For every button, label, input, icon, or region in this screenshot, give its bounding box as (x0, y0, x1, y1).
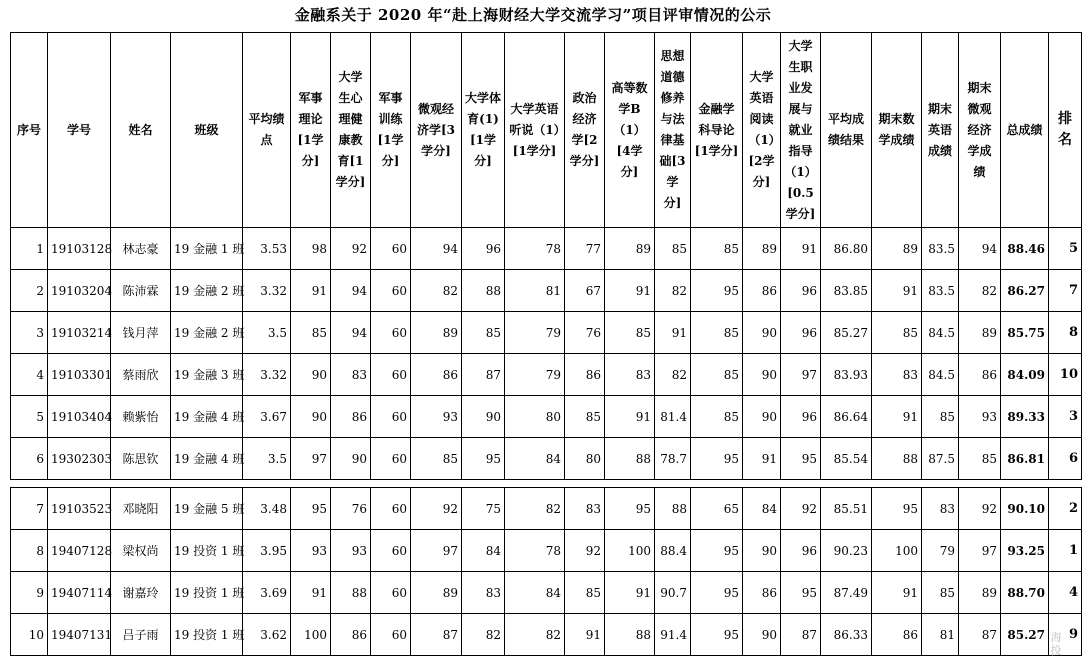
table-cell: 95 (605, 488, 655, 530)
table-cell: 95 (691, 572, 743, 614)
table-cell: 91.4 (655, 614, 691, 656)
table-cell: 81 (505, 270, 565, 312)
table-cell: 84 (462, 530, 505, 572)
table-cell: 钱月萍 (111, 312, 171, 354)
table-cell: 79 (922, 530, 959, 572)
table-cell: 9 (1049, 614, 1082, 656)
table-cell: 97 (781, 354, 821, 396)
table-cell: 79 (505, 354, 565, 396)
table-cell: 2 (1049, 488, 1082, 530)
table-cell: 84 (743, 488, 781, 530)
header-cell: 微观经济学[3学分] (411, 33, 462, 228)
table-cell: 90 (331, 438, 371, 480)
table-cell: 85.54 (821, 438, 872, 480)
table-cell: 85.51 (821, 488, 872, 530)
table-cell: 86 (331, 614, 371, 656)
table-cell: 19103301 (48, 354, 111, 396)
table-cell: 86 (743, 572, 781, 614)
table-cell: 85 (691, 312, 743, 354)
header-cell: 排名 (1049, 33, 1082, 228)
header-cell: 期末英语成绩 (922, 33, 959, 228)
header-cell: 大学体育(1)[1学分] (462, 33, 505, 228)
table-cell: 89 (411, 572, 462, 614)
table-cell: 19103128 (48, 228, 111, 270)
table-cell: 60 (371, 312, 411, 354)
table-cell: 60 (371, 354, 411, 396)
table-cell: 86.80 (821, 228, 872, 270)
table-cell: 93 (411, 396, 462, 438)
results-table-top (10, 32, 1082, 480)
table-cell: 6 (1049, 438, 1082, 480)
table-cell: 86.33 (821, 614, 872, 656)
table-cell: 95 (691, 530, 743, 572)
table-cell: 3.95 (243, 530, 291, 572)
table-row (11, 396, 1082, 438)
table-cell: 60 (371, 488, 411, 530)
table-cell: 94 (959, 228, 1001, 270)
watermark: 海投 (1050, 631, 1062, 657)
header-cell: 大学英语听说（1）[1学分] (505, 33, 565, 228)
table-cell: 4 (1049, 572, 1082, 614)
header-cell: 军事理论[1学分] (291, 33, 331, 228)
table-cell: 86.27 (1001, 270, 1049, 312)
table-cell: 86 (411, 354, 462, 396)
table-cell: 90 (743, 530, 781, 572)
table-cell: 85 (565, 572, 605, 614)
table-cell: 90 (743, 396, 781, 438)
header-cell: 大学生职业发展与就业指导（1）[0.5学分] (781, 33, 821, 228)
header-cell: 思想道德修养与法律基础[3学分] (655, 33, 691, 228)
table-cell: 82 (462, 614, 505, 656)
table-cell: 95 (872, 488, 922, 530)
table-cell: 90.23 (821, 530, 872, 572)
table-cell: 3 (1049, 396, 1082, 438)
table-cell: 3 (11, 312, 48, 354)
table-cell: 65 (691, 488, 743, 530)
table-cell: 9 (11, 572, 48, 614)
table-cell: 79 (505, 312, 565, 354)
table-cell: 85 (872, 312, 922, 354)
table-cell: 88.70 (1001, 572, 1049, 614)
header-cell: 金融学科导论[1学分] (691, 33, 743, 228)
table-cell: 97 (291, 438, 331, 480)
table-cell: 邓晓阳 (111, 488, 171, 530)
header-cell: 姓名 (111, 33, 171, 228)
table-cell: 82 (505, 488, 565, 530)
table-cell: 19 投资 1 班 (171, 572, 243, 614)
table-cell: 86.81 (1001, 438, 1049, 480)
table-cell: 60 (371, 270, 411, 312)
table-cell: 88 (331, 572, 371, 614)
table-cell: 60 (371, 438, 411, 480)
table-cell: 78 (505, 228, 565, 270)
table-row (11, 312, 1082, 354)
table-cell: 77 (565, 228, 605, 270)
header-cell: 期末微观经济学成绩 (959, 33, 1001, 228)
table-cell: 3.5 (243, 438, 291, 480)
table-cell: 96 (462, 228, 505, 270)
results-table-bottom (10, 487, 1082, 656)
header-cell: 期末数学成绩 (872, 33, 922, 228)
table-cell: 96 (781, 312, 821, 354)
table-cell: 88.4 (655, 530, 691, 572)
table-cell: 89 (743, 228, 781, 270)
page-title: 金融系关于 2020 年“赴上海财经大学交流学习”项目评审情况的公示 (294, 6, 772, 24)
table-cell: 86 (959, 354, 1001, 396)
table-gap (10, 480, 1059, 487)
table-cell: 84.09 (1001, 354, 1049, 396)
table-cell: 19 金融 1 班 (171, 228, 243, 270)
table-cell: 89 (959, 572, 1001, 614)
table-cell: 87 (781, 614, 821, 656)
table-cell: 91 (605, 396, 655, 438)
table-cell: 78.7 (655, 438, 691, 480)
table-cell: 91 (565, 614, 605, 656)
table-cell: 91 (872, 572, 922, 614)
header-cell: 高等数学B（1）[4学分] (605, 33, 655, 228)
table-cell: 19 金融 4 班 (171, 396, 243, 438)
table-cell: 95 (781, 438, 821, 480)
table-cell: 83 (331, 354, 371, 396)
table-cell: 3.62 (243, 614, 291, 656)
table-cell: 84 (505, 438, 565, 480)
table-cell: 96 (781, 396, 821, 438)
table-cell: 87 (462, 354, 505, 396)
table-cell: 86.64 (821, 396, 872, 438)
table-cell: 19407128 (48, 530, 111, 572)
table-cell: 7 (11, 488, 48, 530)
table-cell: 89 (959, 312, 1001, 354)
table-cell: 8 (1049, 312, 1082, 354)
table-cell: 87.5 (922, 438, 959, 480)
table-cell: 92 (565, 530, 605, 572)
table-row (11, 270, 1082, 312)
table-cell: 88 (655, 488, 691, 530)
table-cell: 85 (922, 572, 959, 614)
table-cell: 5 (1049, 228, 1082, 270)
table-cell: 85.27 (1001, 614, 1049, 656)
table-cell: 85 (462, 312, 505, 354)
table-cell: 82 (505, 614, 565, 656)
table-cell: 19407131 (48, 614, 111, 656)
table-cell: 83 (605, 354, 655, 396)
table-cell: 86 (743, 270, 781, 312)
table-cell: 90 (462, 396, 505, 438)
table-cell: 3.67 (243, 396, 291, 438)
table-cell: 陈沛霖 (111, 270, 171, 312)
table-cell: 2 (11, 270, 48, 312)
table-cell: 83.85 (821, 270, 872, 312)
table-cell: 98 (291, 228, 331, 270)
table-cell: 88 (605, 614, 655, 656)
table-cell: 19 金融 2 班 (171, 270, 243, 312)
table-cell: 94 (331, 270, 371, 312)
table-cell: 19 投资 1 班 (171, 614, 243, 656)
table-cell: 84 (505, 572, 565, 614)
table-cell: 81.4 (655, 396, 691, 438)
table-cell: 60 (371, 396, 411, 438)
table-cell: 94 (411, 228, 462, 270)
table-cell: 3.53 (243, 228, 291, 270)
table-cell: 89 (605, 228, 655, 270)
table-cell: 92 (781, 488, 821, 530)
table-cell: 赖紫怡 (111, 396, 171, 438)
table-cell: 19 金融 3 班 (171, 354, 243, 396)
table-cell: 97 (959, 530, 1001, 572)
table-cell: 78 (505, 530, 565, 572)
table-cell: 91 (781, 228, 821, 270)
table-cell: 85 (691, 228, 743, 270)
table-cell: 蔡雨欣 (111, 354, 171, 396)
table-row (11, 228, 1082, 270)
table-cell: 84.5 (922, 312, 959, 354)
table-cell: 7 (1049, 270, 1082, 312)
table-cell: 85 (411, 438, 462, 480)
table-cell: 82 (655, 354, 691, 396)
table-cell: 83 (922, 488, 959, 530)
table-cell: 6 (11, 438, 48, 480)
table-cell: 90 (291, 396, 331, 438)
table-cell: 67 (565, 270, 605, 312)
table-row (11, 488, 1082, 530)
table-cell: 96 (781, 270, 821, 312)
header-row (11, 33, 1082, 228)
table-cell: 19103523 (48, 488, 111, 530)
table-cell: 93.25 (1001, 530, 1049, 572)
table-cell: 91 (291, 572, 331, 614)
table-cell: 85 (922, 396, 959, 438)
table-cell: 85 (605, 312, 655, 354)
table-cell: 19103204 (48, 270, 111, 312)
table-cell: 19 金融 2 班 (171, 312, 243, 354)
header-cell: 政治经济学[2学分] (565, 33, 605, 228)
table-cell: 91 (605, 572, 655, 614)
table-cell: 93 (331, 530, 371, 572)
table-cell: 19 投资 1 班 (171, 530, 243, 572)
table-cell: 91 (872, 396, 922, 438)
table-cell: 94 (331, 312, 371, 354)
table-cell: 95 (691, 270, 743, 312)
table-cell: 87 (959, 614, 1001, 656)
table-cell: 92 (411, 488, 462, 530)
table-cell: 3.32 (243, 270, 291, 312)
table-cell: 90.7 (655, 572, 691, 614)
table-cell: 19302303 (48, 438, 111, 480)
table-cell: 85 (691, 354, 743, 396)
table-cell: 91 (291, 270, 331, 312)
table-cell: 91 (655, 312, 691, 354)
table-cell: 87.49 (821, 572, 872, 614)
table-row (11, 530, 1082, 572)
table-cell: 100 (872, 530, 922, 572)
table-cell: 85.75 (1001, 312, 1049, 354)
table-cell: 谢嘉玲 (111, 572, 171, 614)
table-cell: 95 (691, 614, 743, 656)
header-cell: 学号 (48, 33, 111, 228)
table-cell: 4 (11, 354, 48, 396)
table-cell: 92 (959, 488, 1001, 530)
table-cell: 91 (872, 270, 922, 312)
table-cell: 91 (743, 438, 781, 480)
table-cell: 82 (655, 270, 691, 312)
table-cell: 87 (411, 614, 462, 656)
table-cell: 80 (505, 396, 565, 438)
table-cell: 60 (371, 530, 411, 572)
table-cell: 96 (781, 530, 821, 572)
table-cell: 92 (331, 228, 371, 270)
table-cell: 19 金融 5 班 (171, 488, 243, 530)
table-cell: 86 (872, 614, 922, 656)
table-cell: 10 (11, 614, 48, 656)
table-row (11, 572, 1082, 614)
header-cell: 大学英语阅读（1）[2学分] (743, 33, 781, 228)
table-cell: 吕子雨 (111, 614, 171, 656)
table-cell: 90 (743, 614, 781, 656)
table-cell: 95 (462, 438, 505, 480)
table-cell: 陈思钦 (111, 438, 171, 480)
table-cell: 88 (462, 270, 505, 312)
table-cell: 88 (605, 438, 655, 480)
table-cell: 90 (743, 354, 781, 396)
table-cell: 89 (872, 228, 922, 270)
table-cell: 1 (11, 228, 48, 270)
table-cell: 1 (1049, 530, 1082, 572)
table-cell: 90 (291, 354, 331, 396)
header-cell: 总成绩 (1001, 33, 1049, 228)
table-row (11, 438, 1082, 480)
table-cell: 81 (922, 614, 959, 656)
table-cell: 85 (655, 228, 691, 270)
table-cell: 5 (11, 396, 48, 438)
table-cell: 75 (462, 488, 505, 530)
table-cell: 90.10 (1001, 488, 1049, 530)
table-cell: 83.93 (821, 354, 872, 396)
table-row (11, 354, 1082, 396)
table-cell: 3.69 (243, 572, 291, 614)
table-cell: 60 (371, 614, 411, 656)
table-cell: 100 (291, 614, 331, 656)
table-cell: 82 (959, 270, 1001, 312)
table-cell: 80 (565, 438, 605, 480)
table-cell: 林志豪 (111, 228, 171, 270)
table-cell: 85 (691, 396, 743, 438)
header-cell: 序号 (11, 33, 48, 228)
table-cell: 95 (781, 572, 821, 614)
table-cell: 76 (565, 312, 605, 354)
table-cell: 83 (565, 488, 605, 530)
table-cell: 19103214 (48, 312, 111, 354)
table-cell: 10 (1049, 354, 1082, 396)
header-cell: 平均绩点 (243, 33, 291, 228)
table-cell: 8 (11, 530, 48, 572)
table-cell: 19407114 (48, 572, 111, 614)
table-cell: 93 (291, 530, 331, 572)
header-cell: 大学生心理健康教育[1学分] (331, 33, 371, 228)
table-cell: 88.46 (1001, 228, 1049, 270)
table-cell: 梁权尚 (111, 530, 171, 572)
table-cell: 95 (691, 438, 743, 480)
table-cell: 86 (331, 396, 371, 438)
table-cell: 3.5 (243, 312, 291, 354)
table-cell: 88 (872, 438, 922, 480)
table-cell: 19103404 (48, 396, 111, 438)
table-cell: 85 (959, 438, 1001, 480)
table-cell: 95 (291, 488, 331, 530)
table-cell: 85.27 (821, 312, 872, 354)
table-cell: 100 (605, 530, 655, 572)
table-cell: 82 (411, 270, 462, 312)
table-cell: 60 (371, 572, 411, 614)
table-cell: 83 (872, 354, 922, 396)
table-cell: 19 金融 4 班 (171, 438, 243, 480)
table-cell: 89 (411, 312, 462, 354)
table-cell: 91 (605, 270, 655, 312)
table-cell: 89.33 (1001, 396, 1049, 438)
table-cell: 76 (331, 488, 371, 530)
table-row (11, 614, 1082, 656)
table-cell: 3.32 (243, 354, 291, 396)
table-cell: 84.5 (922, 354, 959, 396)
table-cell: 83.5 (922, 270, 959, 312)
table-cell: 85 (565, 396, 605, 438)
table-cell: 90 (743, 312, 781, 354)
table-cell: 60 (371, 228, 411, 270)
table-cell: 83.5 (922, 228, 959, 270)
table-cell: 93 (959, 396, 1001, 438)
table-cell: 86 (565, 354, 605, 396)
header-cell: 班级 (171, 33, 243, 228)
table-cell: 97 (411, 530, 462, 572)
table-cell: 85 (291, 312, 331, 354)
header-cell: 军事训练[1学分] (371, 33, 411, 228)
table-cell: 83 (462, 572, 505, 614)
table-cell: 3.48 (243, 488, 291, 530)
header-cell: 平均成绩结果 (821, 33, 872, 228)
